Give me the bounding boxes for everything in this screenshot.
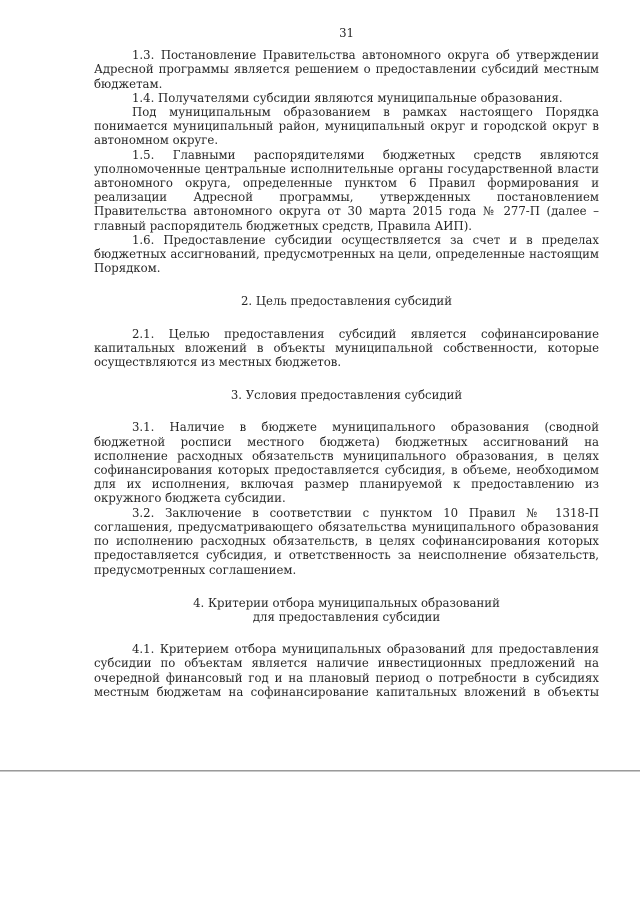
paragraph-4-1: 4.1. Критерием отбора муниципальных образований для предоставления субсидии по объектам является наличие инвестиционных предложений на очередной финансовый год и на плановый период о потребности в субсидиях местным бюджетам на софинансирование капитальных вложений в объекты [94, 642, 599, 699]
section-4-title-line-2: для предоставления субсидии [252, 609, 441, 624]
section-2-heading [94, 294, 599, 308]
paragraph-1-4-definition: Под муниципальным образованием в рамках настоящего Порядка понимается муниципальный район, муниципальный округ и городской округ в автономном округе. [94, 105, 599, 148]
section-3-heading [94, 388, 599, 402]
paragraph-3-2: 3.2. Заключение в соответствии с пунктом 10 Правил № 1318-П соглашения, предусматривающего обязательства муниципального образования по исполнению расходных обязательств, в целях софинансирования которых предоставляется субсидия, и ответственность за неисполнение обязательств, предусмотренных соглашением. [94, 505, 599, 577]
paragraph-2-1: 2.1. Целью предоставления субсидий является софинансирование капитальных вложений в объекты муниципальной собственности, которые осуществляются из местных бюджетов. [94, 326, 599, 370]
document-content [94, 26, 599, 699]
paragraph-1-3: 1.3. Постановление Правительства автономного округа об утверждении Адресной программы является решением о предоставлении субсидий местным бюджетам. [94, 48, 599, 91]
section-3-title: 3. Условия предоставления субсидий [230, 388, 463, 403]
paragraph-1-5: 1.5. Главными распорядителями бюджетных средств являются уполномоченные центральные исполнительные органы государственной власти автономного округа, определенные пунктом 6 Правил формирования и реализации Адресной программы, утвержденных постановлением Правительства автономного округа от 30 марта 2015 года № 277-П (далее – главный распорядитель бюджетных средств, Правила АИП). [94, 147, 599, 233]
paragraph-1-4: 1.4. Получателями субсидии являются муниципальные образования. [132, 90, 563, 105]
paragraph-3-1: 3.1. Наличие в бюджете муниципального образования (сводной бюджетной росписи местного бюджета) бюджетных ассигнований на исполнение расходных обязательств муниципального образования, в целях софинансирования которых предоставляется субсидия, в объеме, необходимом для их исполнения, включая размер планируемой к предоставлению из окружного бюджета субсидии. [94, 420, 599, 506]
section-4-heading [94, 596, 599, 624]
paragraph-1-6: 1.6. Предоставление субсидии осуществляется за счет и в пределах бюджетных ассигнований, предусмотренных на цели, определенные настоящим Порядком. [94, 232, 599, 276]
section-2-title: 2. Цель предоставления субсидий [240, 294, 453, 309]
section-4-title-line-1: 4. Критерии отбора муниципальных образований [193, 595, 500, 610]
page-number: 31 [339, 26, 354, 40]
